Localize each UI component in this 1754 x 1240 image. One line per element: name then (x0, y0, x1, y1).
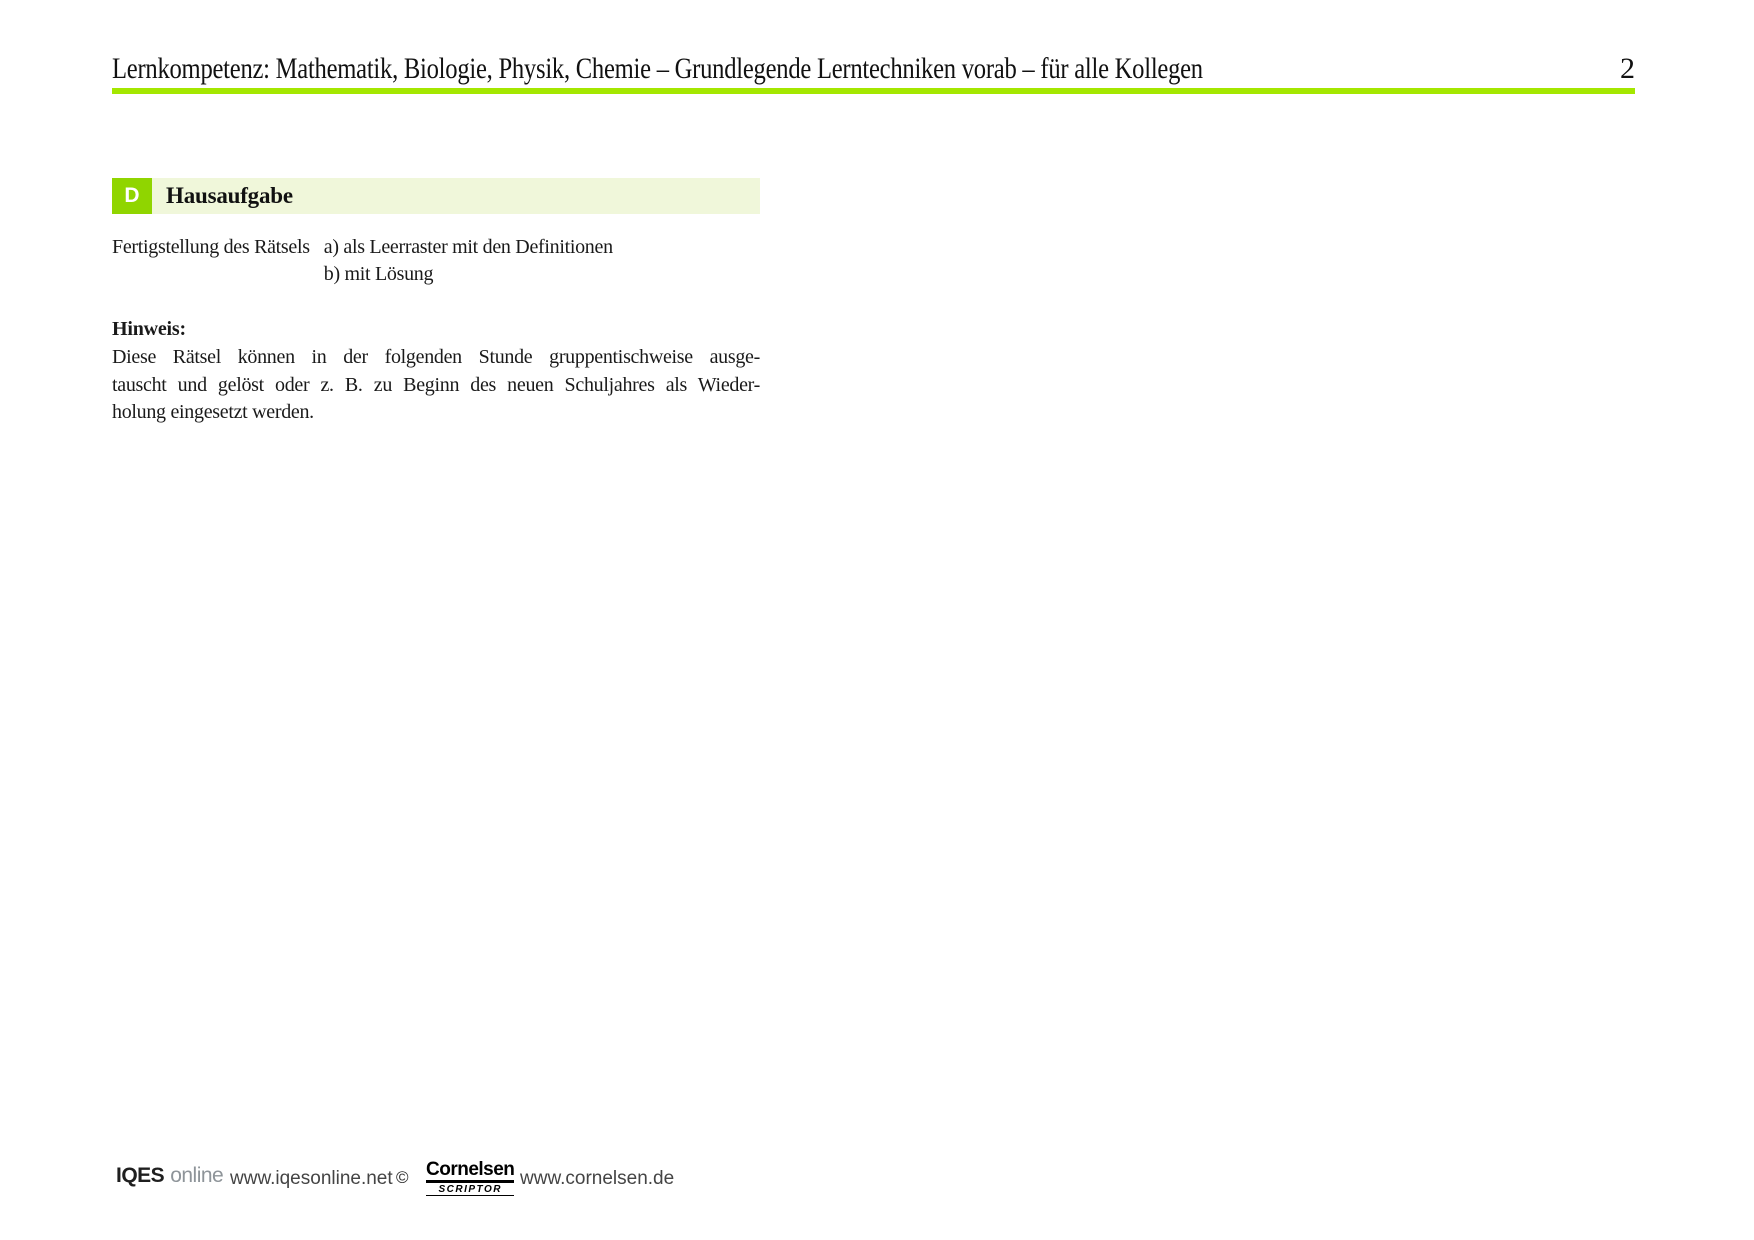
header-divider-rule (112, 88, 1635, 94)
task-item-a: a) als Leerraster mit den Definitionen (323, 236, 613, 258)
task-block (112, 234, 760, 288)
note-paragraph (112, 344, 760, 427)
iqes-logo-bold-text: IQES (116, 1164, 165, 1187)
note-label: Hinweis: (112, 318, 186, 340)
page-number: 2 (1620, 52, 1635, 85)
cornelsen-logo-imprint: SCRIPTOR (426, 1184, 514, 1196)
section-banner-hausaufgabe (112, 178, 760, 214)
cornelsen-website-url: www.cornelsen.de (520, 1168, 675, 1189)
task-item-b: b) mit Lösung (323, 263, 434, 285)
iqes-website-url: www.iqesonline.net (230, 1168, 393, 1189)
page-header-title: Lernkompetenz: Mathematik, Biologie, Physik, Chemie – Grundlegende Lerntechniken vorab – für alle Kollegen (112, 52, 1203, 85)
task-lead-text: Fertigstellung des Rätsels (112, 236, 310, 258)
section-letter-badge: D (112, 178, 152, 214)
note-line-2: tauscht und gelöst oder z. B. zu Beginn des neuen Schuljahres als Wieder- (112, 373, 760, 396)
copyright-symbol: © (396, 1168, 409, 1187)
note-line-3: holung eingesetzt werden. (112, 401, 314, 423)
iqes-online-logo (116, 1164, 223, 1188)
section-title: Hausaufgabe (166, 183, 293, 208)
note-line-1: Diese Rätsel können in der folgenden Stunde gruppentischweise ausge- (112, 346, 760, 368)
iqes-logo-light-text: online (170, 1164, 224, 1187)
cornelsen-logo-name: Cornelsen (426, 1160, 514, 1183)
cornelsen-scriptor-logo (426, 1160, 514, 1196)
